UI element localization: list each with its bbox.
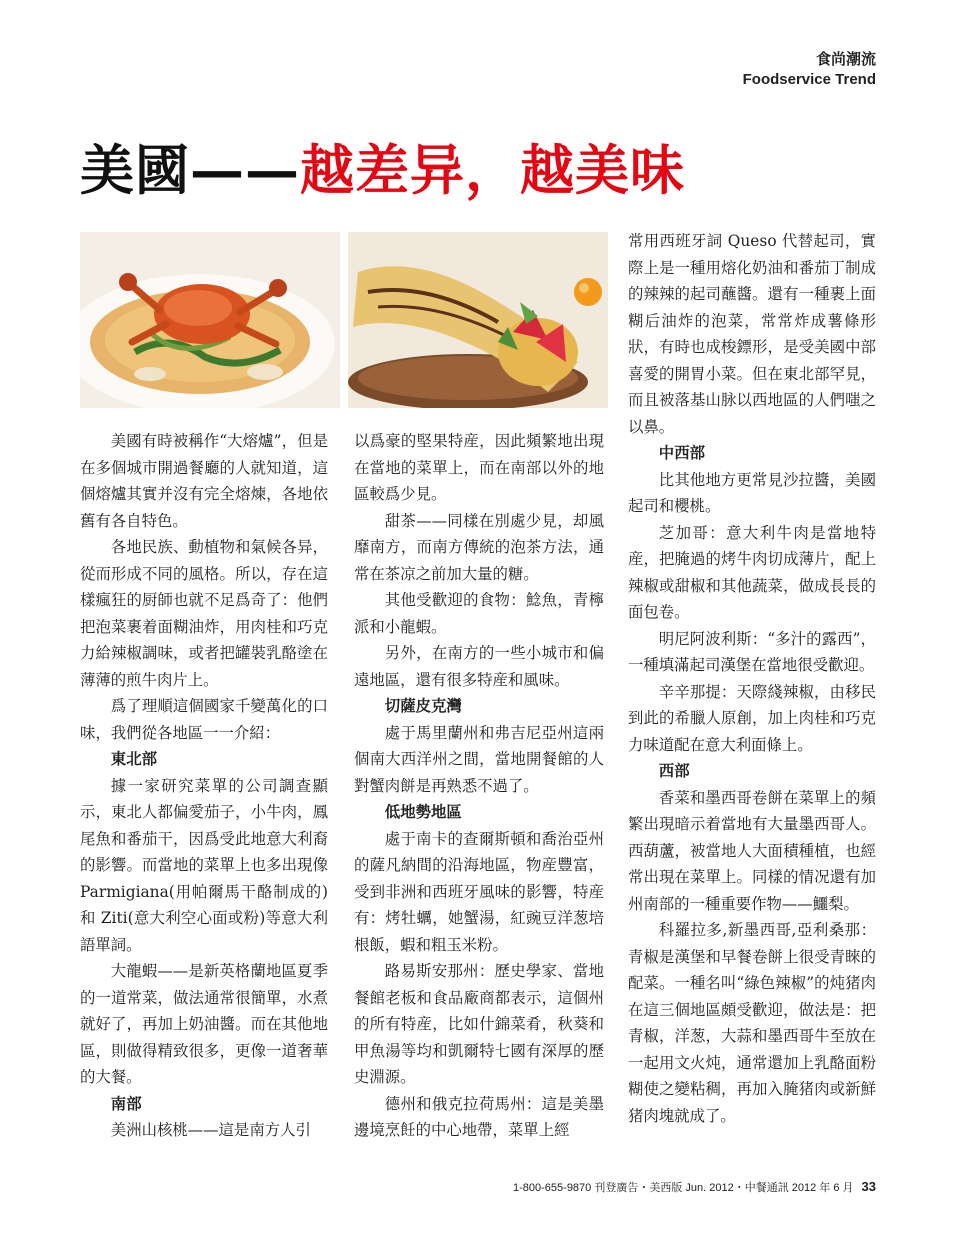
crepe-roll-illustration bbox=[348, 232, 608, 408]
footer-info: 1-800-655-9870 刊登廣告・美西版 Jun. 2012・中餐通訊 2012 年 6 月 bbox=[513, 1182, 854, 1194]
article-column-2 bbox=[354, 428, 604, 1144]
article-column-3 bbox=[628, 228, 876, 1129]
paragraph: 德州和俄克拉荷馬州：這是美墨邊境烹飪的中心地帶，菜單上經 bbox=[354, 1094, 604, 1139]
paragraph: 各地民族、動植物和氣候各异，從而形成不同的風格。所以，存在這樣瘋狂的厨師也就不足爲奇了：他們把泡菜裹着面糊油炸，用肉桂和巧克力給辣椒調味，或者把罐裝乳酪塗在薄薄的煎牛肉片上。 bbox=[80, 538, 328, 689]
section-heading: 西部 bbox=[658, 762, 690, 780]
paragraph: 比其他地方更常見沙拉醬，美國起司和櫻桃。 bbox=[628, 470, 876, 515]
section-tag bbox=[743, 48, 876, 88]
section-heading: 東北部 bbox=[110, 750, 157, 768]
paragraph: 爲了理順這個國家千變萬化的口味，我們從各地區一一介紹： bbox=[80, 697, 328, 742]
article-column-1 bbox=[80, 428, 328, 1144]
paragraph: 辛辛那提：天際綫辣椒，由移民到此的希臘人原創，加上肉桂和巧克力味道配在意大利面條上。 bbox=[628, 682, 876, 754]
article-title bbox=[80, 128, 685, 205]
crab-dish-illustration bbox=[80, 232, 340, 408]
page-number: 33 bbox=[861, 1179, 876, 1194]
paragraph: 甜茶——同樣在別處少見，却風靡南方，而南方傳統的泡茶方法，通常在茶凉之前加大量的糖。 bbox=[354, 511, 604, 583]
section-name-zh: 食尚潮流 bbox=[815, 51, 876, 68]
paragraph: 大龍蝦——是新英格蘭地區夏季的一道常菜，做法通常很簡單，水煮就好了，再加上奶油醬。而在其他地區，則做得精致很多，更像一道奢華的大餐。 bbox=[80, 962, 328, 1086]
paragraph: 處于馬里蘭州和弗吉尼亞州這兩個南大西洋州之間，當地開餐館的人對蟹肉餅是再熟悉不過了。 bbox=[354, 723, 604, 795]
paragraph: 其他受歡迎的食物：鯰魚，青檸派和小龍蝦。 bbox=[354, 591, 604, 636]
paragraph-continued: 以爲豪的堅果特産，因此頻繁地出現在當地的菜單上，而在南部以外的地區較爲少見。 bbox=[354, 432, 604, 503]
paragraph: 路易斯安那州：歷史學家、當地餐館老板和食品廠商都表示，這個州的所有特産，比如什錦菜肴，秋葵和甲魚湯等均和凱爾特七國有深厚的歷史淵源。 bbox=[354, 962, 604, 1086]
article-title-part2: 越差异，越美味 bbox=[300, 138, 685, 202]
section-heading: 南部 bbox=[110, 1094, 142, 1113]
paragraph: 明尼阿波利斯：“多汁的露西”，一種填滿起司漢堡在當地很受歡迎。 bbox=[628, 629, 876, 674]
section-heading: 低地勢地區 bbox=[384, 803, 462, 821]
paragraph: 處于南卡的查爾斯頓和喬治亞州的薩凡納間的沿海地區，物産豐富，受到非洲和西班牙風味的影響，特産有：烤牡蠣，她蟹湯，紅豌豆洋葱培根飯，蝦和粗玉米粉。 bbox=[354, 829, 604, 954]
paragraph: 科羅拉多,新墨西哥,亞利桑那：青椒是漢堡和早餐卷餅上很受青睞的配菜。一種名叫“綠色辣椒”的炖猪肉在這三個地區頗受歡迎，做法是：把青椒，洋葱，大蒜和墨西哥牛至放在一起用文火炖，通常還加上乳酪面粉糊使之變粘稠，再加入腌猪肉或新鮮猪肉塊就成了。 bbox=[628, 921, 876, 1125]
paragraph: 香菜和墨西哥卷餅在菜單上的頻繁出現暗示着當地有大量墨西哥人。西葫蘆，被當地人大面積種植，也經常出現在菜單上。同樣的情况還有加州南部的一種重要作物——鱷梨。 bbox=[628, 788, 876, 913]
paragraph: 美洲山核桃——這是南方人引 bbox=[110, 1121, 311, 1139]
page-footer bbox=[513, 1179, 876, 1195]
crepe-roll-photo bbox=[348, 232, 608, 408]
section-heading: 切薩皮克灣 bbox=[384, 697, 462, 715]
paragraph-continued: 常用西班牙詞 Queso 代替起司，實際上是一種用熔化奶油和番茄丁制成的辣辣的起司蘸醬。還有一種裹上面糊后油炸的泡菜，常常炸成薯條形狀，有時也成梭鏢形，是受美國中部喜愛的開胃小菜。但在東北部罕見，而且被落基山脉以西地區的人們嗤之以鼻。 bbox=[628, 232, 876, 436]
article-title-part1: 美國—— bbox=[80, 138, 300, 202]
paragraph: 據一家研究菜單的公司調查顯示，東北人都偏愛茄子，小牛肉，鳳尾魚和番茄干，因爲受此地意大利裔的影響。而當地的菜單上也多出現像 Parmigiana(用帕爾馬干酪制成的)和 Ziti(意大利空心面或粉)等意大利語單詞。 bbox=[80, 776, 328, 954]
section-heading: 中西部 bbox=[658, 444, 705, 462]
section-name-en: Foodservice Trend bbox=[742, 71, 876, 88]
crab-dish-photo bbox=[80, 232, 340, 408]
paragraph: 另外，在南方的一些小城市和偏遠地區，還有很多特産和風味。 bbox=[354, 644, 604, 689]
paragraph: 美國有時被稱作“大熔爐”，但是在多個城市開過餐廳的人就知道，這個熔爐其實并沒有完全熔煉，各地依舊有各自特色。 bbox=[80, 432, 328, 530]
paragraph: 芝加哥：意大利牛肉是當地特産，把腌過的烤牛肉切成薄片，配上辣椒或甜椒和其他蔬菜，做成長長的面包卷。 bbox=[628, 523, 876, 621]
